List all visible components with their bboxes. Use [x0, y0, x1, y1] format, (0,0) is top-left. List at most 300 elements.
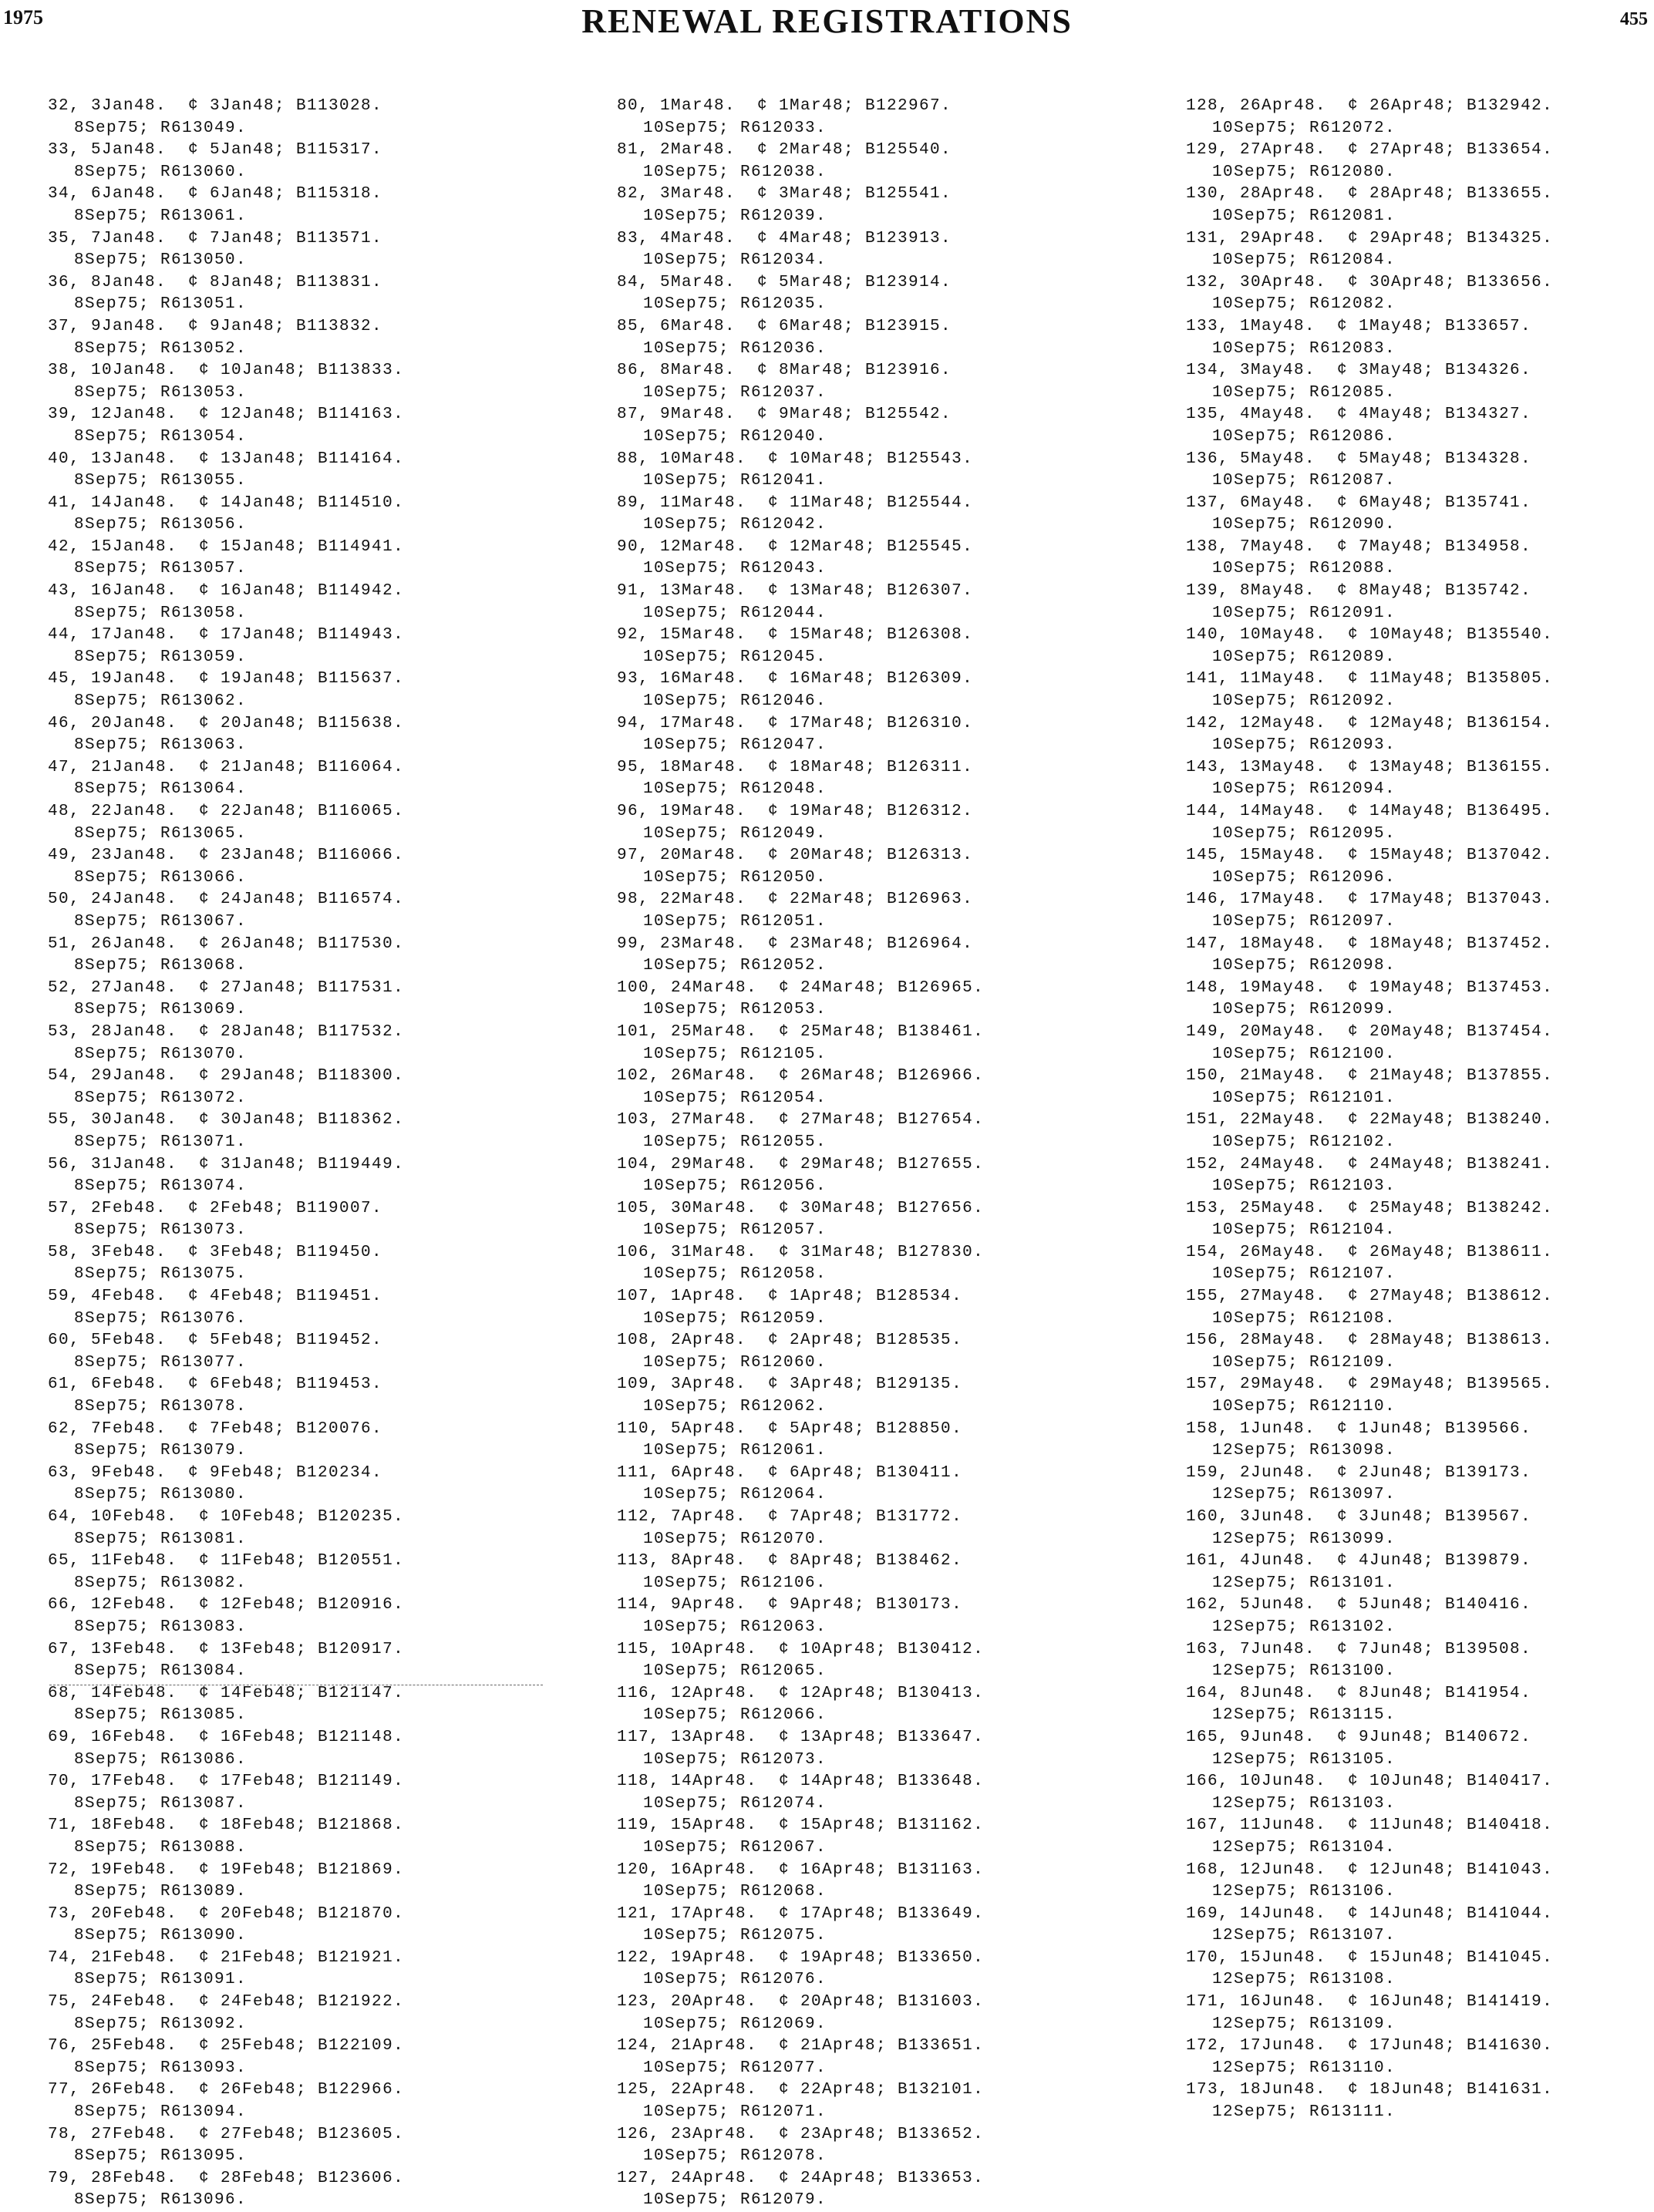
entry-line-1: 121, 17Apr48. ¢ 17Apr48; B133649. [617, 1904, 985, 1923]
entry-line-2: 8Sep75; R613079. [74, 1442, 248, 1460]
registration-entry [617, 2079, 984, 2123]
registration-entry [48, 713, 404, 757]
registration-entry [1186, 140, 1553, 183]
entry-line-2: 10Sep75; R612059. [643, 1309, 827, 1328]
entry-line-2: 8Sep75; R613057. [74, 560, 248, 578]
entry-line-2: 8Sep75; R613087. [74, 1794, 248, 1813]
registration-entry [48, 2035, 404, 2079]
registration-entry [617, 625, 984, 668]
entry-line-2: 10Sep75; R612074. [643, 1794, 827, 1813]
entry-line-2: 10Sep75; R612052. [643, 957, 827, 975]
entry-line-1: 41, 14Jan48. ¢ 14Jan48; B114510. [48, 493, 405, 512]
entry-line-2: 10Sep75; R612034. [643, 251, 827, 270]
entry-line-2: 8Sep75; R613070. [74, 1045, 248, 1063]
entry-line-2: 10Sep75; R612057. [643, 1221, 827, 1240]
entry-line-1: 159, 2Jun48. ¢ 2Jun48; B139173. [1186, 1463, 1532, 1482]
entry-line-1: 39, 12Jan48. ¢ 12Jan48; B114163. [48, 406, 405, 424]
entry-line-1: 101, 25Mar48. ¢ 25Mar48; B138461. [617, 1022, 985, 1041]
registration-entry [48, 1463, 404, 1507]
entry-line-1: 33, 5Jan48. ¢ 5Jan48; B115317. [48, 141, 383, 160]
entry-line-2: 8Sep75; R613095. [74, 2147, 248, 2166]
entry-line-1: 118, 14Apr48. ¢ 14Apr48; B133648. [617, 1773, 985, 1791]
entry-line-1: 143, 13May48. ¢ 13May48; B136155. [1186, 758, 1554, 776]
entry-line-2: 10Sep75; R612045. [643, 648, 827, 666]
entry-line-2: 10Sep75; R612044. [643, 604, 827, 622]
registration-entry [48, 2124, 404, 2168]
registration-entry [48, 449, 404, 493]
registration-entry [48, 1904, 404, 1948]
registration-entry [48, 1286, 404, 1330]
entry-line-1: 79, 28Feb48. ¢ 28Feb48; B123606. [48, 2169, 405, 2187]
entry-line-1: 56, 31Jan48. ¢ 31Jan48; B119449. [48, 1155, 405, 1173]
registration-entry [617, 404, 984, 448]
registration-entry [1186, 757, 1553, 801]
registration-entry [48, 801, 404, 845]
entry-line-1: 135, 4May48. ¢ 4May48; B134327. [1186, 406, 1532, 424]
entry-line-1: 148, 19May48. ¢ 19May48; B137453. [1186, 978, 1554, 997]
entry-line-1: 85, 6Mar48. ¢ 6Mar48; B123915. [617, 317, 952, 335]
entry-line-1: 90, 12Mar48. ¢ 12Mar48; B125545. [617, 537, 974, 556]
entry-line-2: 10Sep75; R612035. [643, 295, 827, 314]
entry-line-2: 8Sep75; R613085. [74, 1706, 248, 1725]
registration-entry [1186, 228, 1553, 272]
registration-entry [617, 1154, 984, 1198]
entry-line-1: 157, 29May48. ¢ 29May48; B139565. [1186, 1375, 1554, 1394]
entry-line-1: 125, 22Apr48. ¢ 22Apr48; B132101. [617, 2081, 985, 2099]
registration-entry [48, 845, 404, 889]
entry-line-2: 10Sep75; R612084. [1212, 251, 1396, 270]
entry-line-1: 53, 28Jan48. ¢ 28Jan48; B117532. [48, 1022, 405, 1041]
registration-entry [617, 1639, 984, 1683]
registration-entry [617, 360, 984, 404]
entry-line-1: 59, 4Feb48. ¢ 4Feb48; B119451. [48, 1288, 383, 1306]
entry-line-2: 8Sep75; R613053. [74, 383, 248, 402]
registration-entry [1186, 493, 1553, 537]
entry-line-2: 8Sep75; R613062. [74, 692, 248, 711]
entry-line-2: 10Sep75; R612109. [1212, 1353, 1396, 1372]
registration-entry [617, 493, 984, 537]
entry-line-1: 161, 4Jun48. ¢ 4Jun48; B139879. [1186, 1552, 1532, 1571]
registration-entry [48, 1330, 404, 1374]
entry-line-2: 10Sep75; R612088. [1212, 560, 1396, 578]
entry-line-1: 140, 10May48. ¢ 10May48; B135540. [1186, 626, 1554, 645]
entry-line-1: 37, 9Jan48. ¢ 9Jan48; B113832. [48, 317, 383, 335]
entry-line-1: 107, 1Apr48. ¢ 1Apr48; B128534. [617, 1288, 963, 1306]
registration-entry [1186, 668, 1553, 712]
registration-entry [48, 1948, 404, 1991]
entry-line-2: 8Sep75; R613064. [74, 780, 248, 799]
registration-entry [48, 1066, 404, 1109]
entry-line-1: 170, 15Jun48. ¢ 15Jun48; B141045. [1186, 1948, 1554, 1967]
registration-entry [1186, 1815, 1553, 1859]
registration-entry [617, 1727, 984, 1771]
entry-line-2: 10Sep75; R612033. [643, 119, 827, 137]
registration-entry [617, 713, 984, 757]
entry-line-2: 10Sep75; R612039. [643, 207, 827, 225]
entry-line-1: 110, 5Apr48. ¢ 5Apr48; B128850. [617, 1419, 963, 1438]
entry-line-2: 12Sep75; R613100. [1212, 1662, 1396, 1681]
entry-line-2: 10Sep75; R612069. [643, 2015, 827, 2033]
entry-line-1: 171, 16Jun48. ¢ 16Jun48; B141419. [1186, 1993, 1554, 2012]
entry-line-2: 12Sep75; R613110. [1212, 2059, 1396, 2077]
registration-entry [1186, 845, 1553, 889]
registration-entry [617, 1242, 984, 1286]
registration-entry [617, 183, 984, 227]
entry-line-2: 8Sep75; R613072. [74, 1089, 248, 1107]
registration-entry [617, 1860, 984, 1904]
entry-line-2: 8Sep75; R613094. [74, 2103, 248, 2122]
registration-entry [1186, 1022, 1553, 1066]
registration-entry [48, 1507, 404, 1550]
entry-line-1: 165, 9Jun48. ¢ 9Jun48; B140672. [1186, 1728, 1532, 1746]
entry-line-1: 86, 8Mar48. ¢ 8Mar48; B123916. [617, 362, 952, 380]
entry-line-1: 120, 16Apr48. ¢ 16Apr48; B131163. [617, 1860, 985, 1879]
registration-entry [48, 1683, 404, 1727]
registration-entry [1186, 449, 1553, 493]
entry-line-2: 10Sep75; R612037. [643, 383, 827, 402]
entry-line-2: 10Sep75; R612092. [1212, 692, 1396, 711]
registration-entry [1186, 96, 1553, 140]
entry-line-2: 8Sep75; R613067. [74, 912, 248, 931]
entry-line-2: 10Sep75; R612096. [1212, 868, 1396, 887]
registration-entry [617, 2035, 984, 2079]
entry-line-1: 105, 30Mar48. ¢ 30Mar48; B127656. [617, 1199, 985, 1217]
registration-entry [48, 889, 404, 933]
registration-entry [48, 1991, 404, 2035]
entry-line-2: 10Sep75; R612078. [643, 2147, 827, 2166]
entry-line-1: 84, 5Mar48. ¢ 5Mar48; B123914. [617, 273, 952, 291]
registration-entry [48, 1242, 404, 1286]
registration-entry [1186, 537, 1553, 581]
entry-line-1: 150, 21May48. ¢ 21May48; B137855. [1186, 1067, 1554, 1086]
registration-entry [617, 228, 984, 272]
entry-line-1: 36, 8Jan48. ¢ 8Jan48; B113831. [48, 273, 383, 291]
entry-line-1: 77, 26Feb48. ¢ 26Feb48; B122966. [48, 2081, 405, 2099]
entry-line-1: 147, 18May48. ¢ 18May48; B137452. [1186, 934, 1554, 953]
entry-line-1: 128, 26Apr48. ¢ 26Apr48; B132942. [1186, 97, 1554, 115]
entry-line-1: 32, 3Jan48. ¢ 3Jan48; B113028. [48, 97, 383, 115]
entry-line-2: 10Sep75; R612058. [643, 1265, 827, 1284]
registration-entry [1186, 1066, 1553, 1109]
entry-line-1: 54, 29Jan48. ¢ 29Jan48; B118300. [48, 1067, 405, 1086]
entry-line-1: 173, 18Jun48. ¢ 18Jun48; B141631. [1186, 2081, 1554, 2099]
registration-entry [617, 1771, 984, 1815]
entry-line-1: 78, 27Feb48. ¢ 27Feb48; B123605. [48, 2125, 405, 2143]
entry-line-2: 10Sep75; R612043. [643, 560, 827, 578]
entry-line-1: 58, 3Feb48. ¢ 3Feb48; B119450. [48, 1243, 383, 1261]
page-header [0, 0, 1654, 54]
entry-line-1: 87, 9Mar48. ¢ 9Mar48; B125542. [617, 406, 952, 424]
registration-entry [617, 1550, 984, 1594]
entry-line-1: 109, 3Apr48. ¢ 3Apr48; B129135. [617, 1375, 963, 1394]
entry-line-2: 8Sep75; R613061. [74, 207, 248, 225]
entry-line-2: 10Sep75; R612082. [1212, 295, 1396, 314]
registration-entry [48, 1198, 404, 1242]
registration-entry [48, 228, 404, 272]
registration-entry [1186, 1286, 1553, 1330]
entry-line-2: 8Sep75; R613088. [74, 1838, 248, 1857]
entry-line-2: 8Sep75; R613052. [74, 339, 248, 358]
entry-line-1: 138, 7May48. ¢ 7May48; B134958. [1186, 537, 1532, 556]
entry-line-2: 10Sep75; R612061. [643, 1442, 827, 1460]
entry-line-2: 8Sep75; R613091. [74, 1971, 248, 1989]
entry-line-1: 115, 10Apr48. ¢ 10Apr48; B130412. [617, 1640, 985, 1658]
registration-entry [48, 1860, 404, 1904]
registration-entry [1186, 1860, 1553, 1904]
entry-line-2: 12Sep75; R613103. [1212, 1794, 1396, 1813]
entry-line-2: 12Sep75; R613097. [1212, 1486, 1396, 1504]
entry-line-2: 8Sep75; R613075. [74, 1265, 248, 1284]
entry-line-2: 8Sep75; R613065. [74, 824, 248, 843]
entry-line-2: 10Sep75; R612100. [1212, 1045, 1396, 1063]
entry-line-2: 8Sep75; R613068. [74, 957, 248, 975]
registration-entry [617, 889, 984, 933]
registration-entry [617, 1286, 984, 1330]
entry-line-2: 10Sep75; R612101. [1212, 1089, 1396, 1107]
entry-line-2: 10Sep75; R612104. [1212, 1221, 1396, 1240]
entry-line-1: 73, 20Feb48. ¢ 20Feb48; B121870. [48, 1904, 405, 1923]
entry-line-2: 10Sep75; R612062. [643, 1398, 827, 1416]
registration-entry [617, 801, 984, 845]
registration-entry [617, 1066, 984, 1109]
registration-entry [617, 757, 984, 801]
entry-line-1: 133, 1May48. ¢ 1May48; B133657. [1186, 317, 1532, 335]
entry-line-2: 10Sep75; R612055. [643, 1133, 827, 1151]
registration-entry [1186, 1594, 1553, 1638]
registration-entry [1186, 272, 1553, 316]
registration-entry [48, 934, 404, 978]
entry-line-1: 93, 16Mar48. ¢ 16Mar48; B126309. [617, 670, 974, 689]
entry-line-1: 76, 25Feb48. ¢ 25Feb48; B122109. [48, 2037, 405, 2055]
entry-line-1: 139, 8May48. ¢ 8May48; B135742. [1186, 582, 1532, 601]
entry-line-1: 154, 26May48. ¢ 26May48; B138611. [1186, 1243, 1554, 1261]
entry-line-1: 46, 20Jan48. ¢ 20Jan48; B115638. [48, 714, 405, 732]
entry-line-1: 156, 28May48. ¢ 28May48; B138613. [1186, 1332, 1554, 1350]
entry-line-1: 66, 12Feb48. ¢ 12Feb48; B120916. [48, 1596, 405, 1614]
entry-line-1: 44, 17Jan48. ¢ 17Jan48; B114943. [48, 626, 405, 645]
entry-line-1: 92, 15Mar48. ¢ 15Mar48; B126308. [617, 626, 974, 645]
entry-line-1: 126, 23Apr48. ¢ 23Apr48; B133652. [617, 2125, 985, 2143]
entry-line-1: 64, 10Feb48. ¢ 10Feb48; B120235. [48, 1508, 405, 1526]
entry-line-2: 10Sep75; R612097. [1212, 912, 1396, 931]
registration-entry [617, 845, 984, 889]
entry-line-1: 52, 27Jan48. ¢ 27Jan48; B117531. [48, 978, 405, 997]
entry-line-1: 82, 3Mar48. ¢ 3Mar48; B125541. [617, 185, 952, 204]
entry-line-1: 100, 24Mar48. ¢ 24Mar48; B126965. [617, 978, 985, 997]
registration-entry [1186, 183, 1553, 227]
entry-line-2: 8Sep75; R613083. [74, 1618, 248, 1636]
entry-line-2: 10Sep75; R612053. [643, 1001, 827, 1019]
entry-line-1: 80, 1Mar48. ¢ 1Mar48; B122967. [617, 97, 952, 115]
entry-line-2: 10Sep75; R612038. [643, 163, 827, 181]
entry-line-1: 61, 6Feb48. ¢ 6Feb48; B119453. [48, 1375, 383, 1394]
registration-entry [617, 96, 984, 140]
registration-entry [48, 1022, 404, 1066]
registration-entry [48, 757, 404, 801]
entry-line-2: 8Sep75; R613078. [74, 1398, 248, 1416]
entry-line-2: 12Sep75; R613098. [1212, 1442, 1396, 1460]
registration-entry [1186, 1771, 1553, 1815]
registration-entry [48, 2168, 404, 2212]
entry-line-2: 10Sep75; R612085. [1212, 383, 1396, 402]
entry-line-1: 43, 16Jan48. ¢ 16Jan48; B114942. [48, 582, 405, 601]
registration-entry [1186, 1683, 1553, 1727]
registration-entry [48, 493, 404, 537]
entry-line-2: 8Sep75; R613056. [74, 516, 248, 534]
registration-entry [48, 625, 404, 668]
entry-line-1: 35, 7Jan48. ¢ 7Jan48; B113571. [48, 229, 383, 247]
entry-line-2: 10Sep75; R612093. [1212, 736, 1396, 755]
registration-entry [1186, 581, 1553, 625]
entry-line-1: 75, 24Feb48. ¢ 24Feb48; B121922. [48, 1993, 405, 2012]
entry-line-1: 50, 24Jan48. ¢ 24Jan48; B116574. [48, 891, 405, 909]
entry-line-2: 10Sep75; R612090. [1212, 516, 1396, 534]
entry-line-2: 10Sep75; R612054. [643, 1089, 827, 1107]
entry-line-1: 153, 25May48. ¢ 25May48; B138242. [1186, 1199, 1554, 1217]
entry-line-1: 40, 13Jan48. ¢ 13Jan48; B114164. [48, 449, 405, 468]
entry-line-2: 10Sep75; R612065. [643, 1662, 827, 1681]
entry-line-1: 108, 2Apr48. ¢ 2Apr48; B128535. [617, 1332, 963, 1350]
registration-entry [48, 978, 404, 1022]
entry-line-2: 10Sep75; R612081. [1212, 207, 1396, 225]
entry-line-2: 8Sep75; R613084. [74, 1662, 248, 1681]
registration-entry [1186, 625, 1553, 668]
registration-entry [48, 1639, 404, 1683]
entry-line-1: 89, 11Mar48. ¢ 11Mar48; B125544. [617, 493, 974, 512]
entry-line-1: 172, 17Jun48. ¢ 17Jun48; B141630. [1186, 2037, 1554, 2055]
registration-entry [1186, 713, 1553, 757]
entry-line-1: 132, 30Apr48. ¢ 30Apr48; B133656. [1186, 273, 1554, 291]
entry-line-2: 8Sep75; R613050. [74, 251, 248, 270]
registration-entry [48, 1419, 404, 1463]
entry-line-1: 60, 5Feb48. ¢ 5Feb48; B119452. [48, 1332, 383, 1350]
entry-line-1: 160, 3Jun48. ¢ 3Jun48; B139567. [1186, 1508, 1532, 1526]
entry-line-1: 83, 4Mar48. ¢ 4Mar48; B123913. [617, 229, 952, 247]
entry-line-2: 10Sep75; R612103. [1212, 1177, 1396, 1196]
entry-line-1: 104, 29Mar48. ¢ 29Mar48; B127655. [617, 1155, 985, 1173]
entry-line-2: 8Sep75; R613074. [74, 1177, 248, 1196]
entry-line-2: 10Sep75; R612064. [643, 1486, 827, 1504]
entry-line-2: 8Sep75; R613063. [74, 736, 248, 755]
entry-line-2: 10Sep75; R612070. [643, 1530, 827, 1548]
registration-entry [1186, 1198, 1553, 1242]
entry-line-2: 10Sep75; R612046. [643, 692, 827, 711]
registration-entry [617, 1419, 984, 1463]
registration-entry [617, 1022, 984, 1066]
entry-line-1: 42, 15Jan48. ¢ 15Jan48; B114941. [48, 537, 405, 556]
registration-entry [1186, 2035, 1553, 2079]
entry-line-1: 97, 20Mar48. ¢ 20Mar48; B126313. [617, 847, 974, 865]
entry-line-1: 116, 12Apr48. ¢ 12Apr48; B130413. [617, 1684, 985, 1702]
entry-line-1: 141, 11May48. ¢ 11May48; B135805. [1186, 670, 1554, 689]
entry-line-1: 45, 19Jan48. ¢ 19Jan48; B115637. [48, 670, 405, 689]
entry-line-2: 12Sep75; R613105. [1212, 1750, 1396, 1769]
entry-line-1: 57, 2Feb48. ¢ 2Feb48; B119007. [48, 1199, 383, 1217]
entry-line-1: 72, 19Feb48. ¢ 19Feb48; B121869. [48, 1860, 405, 1879]
registration-entry [48, 1374, 404, 1418]
entry-line-1: 152, 24May48. ¢ 24May48; B138241. [1186, 1155, 1554, 1173]
registration-entry [617, 2168, 984, 2212]
entry-line-2: 10Sep75; R612071. [643, 2103, 827, 2122]
entry-line-1: 111, 6Apr48. ¢ 6Apr48; B130411. [617, 1463, 963, 1482]
entry-line-1: 134, 3May48. ¢ 3May48; B134326. [1186, 362, 1532, 380]
registration-entry [48, 183, 404, 227]
registration-entry [617, 1948, 984, 1991]
entry-line-2: 12Sep75; R613106. [1212, 1883, 1396, 1901]
entry-line-2: 10Sep75; R612073. [643, 1750, 827, 1769]
registration-entry [1186, 1507, 1553, 1550]
entry-line-2: 8Sep75; R613069. [74, 1001, 248, 1019]
entry-line-2: 8Sep75; R613090. [74, 1927, 248, 1945]
entry-line-1: 130, 28Apr48. ¢ 28Apr48; B133655. [1186, 185, 1554, 204]
entry-line-2: 10Sep75; R612042. [643, 516, 827, 534]
registration-entry [617, 1815, 984, 1859]
entry-line-1: 164, 8Jun48. ¢ 8Jun48; B141954. [1186, 1684, 1532, 1702]
registration-entry [1186, 360, 1553, 404]
entry-line-1: 47, 21Jan48. ¢ 21Jan48; B116064. [48, 758, 405, 776]
registration-entry [1186, 978, 1553, 1022]
registration-entry [1186, 1374, 1553, 1418]
registration-entry [1186, 1904, 1553, 1948]
entry-line-1: 146, 17May48. ¢ 17May48; B137043. [1186, 891, 1554, 909]
registration-entry [1186, 1991, 1553, 2035]
entry-line-2: 12Sep75; R613102. [1212, 1618, 1396, 1636]
registration-entry [48, 668, 404, 712]
entry-line-1: 71, 18Feb48. ¢ 18Feb48; B121868. [48, 1816, 405, 1835]
entry-line-2: 10Sep75; R612036. [643, 339, 827, 358]
entry-line-2: 12Sep75; R613109. [1212, 2015, 1396, 2033]
registration-entry [1186, 1419, 1553, 1463]
entry-line-1: 149, 20May48. ¢ 20May48; B137454. [1186, 1022, 1554, 1041]
entry-line-2: 8Sep75; R613093. [74, 2059, 248, 2077]
entry-line-1: 102, 26Mar48. ¢ 26Mar48; B126966. [617, 1067, 985, 1086]
entry-line-2: 10Sep75; R612066. [643, 1706, 827, 1725]
registration-entry [1186, 316, 1553, 360]
entry-line-1: 142, 12May48. ¢ 12May48; B136154. [1186, 714, 1554, 732]
entry-line-1: 129, 27Apr48. ¢ 27Apr48; B133654. [1186, 141, 1554, 160]
entry-line-1: 169, 14Jun48. ¢ 14Jun48; B141044. [1186, 1904, 1554, 1923]
entry-line-2: 8Sep75; R613055. [74, 472, 248, 490]
registration-entry [617, 537, 984, 581]
entry-line-1: 167, 11Jun48. ¢ 11Jun48; B140418. [1186, 1816, 1554, 1835]
entry-line-2: 10Sep75; R612041. [643, 472, 827, 490]
entry-line-2: 8Sep75; R613092. [74, 2015, 248, 2033]
entry-line-2: 12Sep75; R613115. [1212, 1706, 1396, 1725]
entry-line-1: 74, 21Feb48. ¢ 21Feb48; B121921. [48, 1948, 405, 1967]
entry-line-2: 10Sep75; R612095. [1212, 824, 1396, 843]
entry-line-1: 155, 27May48. ¢ 27May48; B138612. [1186, 1288, 1554, 1306]
entry-line-2: 10Sep75; R612050. [643, 868, 827, 887]
entry-line-2: 12Sep75; R613101. [1212, 1574, 1396, 1592]
registration-entry [48, 272, 404, 316]
entry-line-2: 8Sep75; R613060. [74, 163, 248, 181]
entry-line-2: 10Sep75; R612091. [1212, 604, 1396, 622]
entry-line-1: 162, 5Jun48. ¢ 5Jun48; B140416. [1186, 1596, 1532, 1614]
entry-line-1: 81, 2Mar48. ¢ 2Mar48; B125540. [617, 141, 952, 160]
registration-entry [617, 668, 984, 712]
registration-column-1 [48, 96, 404, 2212]
entry-line-2: 10Sep75; R612075. [643, 1927, 827, 1945]
registration-entry [48, 360, 404, 404]
entry-line-1: 103, 27Mar48. ¢ 27Mar48; B127654. [617, 1111, 985, 1130]
registration-entry [1186, 1727, 1553, 1771]
registration-entry [617, 316, 984, 360]
registration-entry [48, 404, 404, 448]
registration-entry [48, 537, 404, 581]
entry-line-1: 123, 20Apr48. ¢ 20Apr48; B131603. [617, 1993, 985, 2012]
registration-entry [617, 2124, 984, 2168]
entry-line-1: 55, 30Jan48. ¢ 30Jan48; B118362. [48, 1111, 405, 1130]
